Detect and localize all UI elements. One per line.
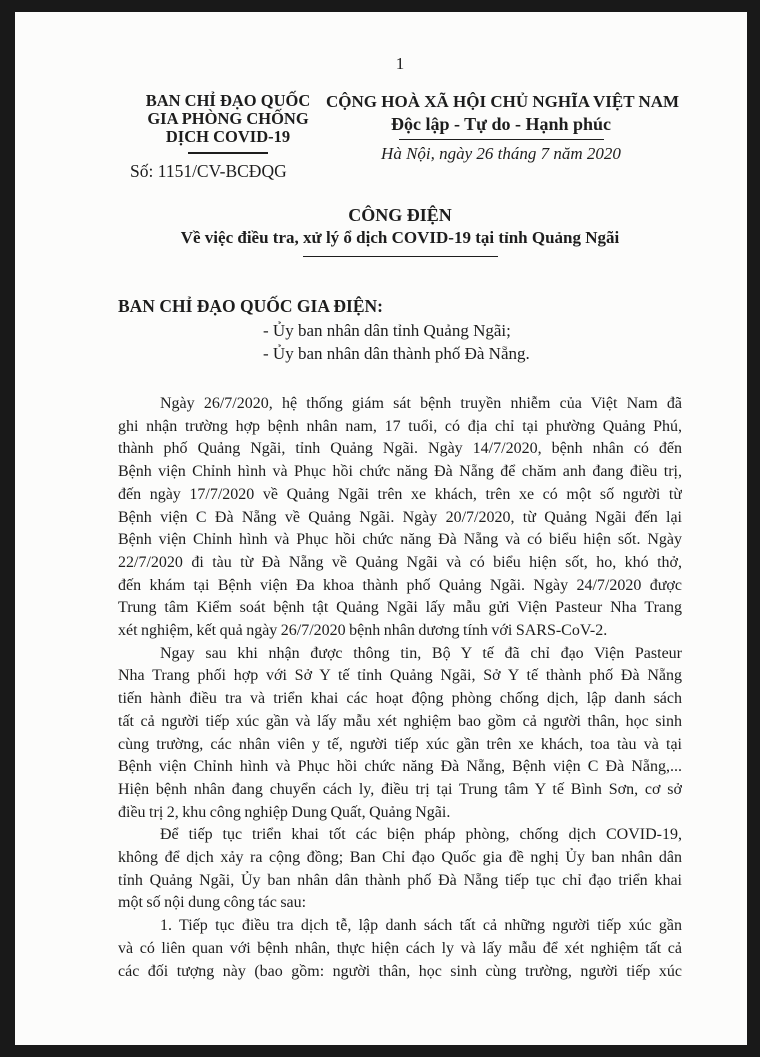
- body-text-line: Để tiếp tục triển khai tốt các biện pháp phòng, chống dịch COVID-19,: [160, 826, 682, 844]
- national-header-block: [326, 92, 680, 164]
- document-title-block: [118, 204, 682, 257]
- page-number: 1: [395, 54, 405, 73]
- body-text-line: ghi nhận trường hợp bệnh nhân nam, 17 tuổi, có địa chỉ tại phường Quảng Phú,: [118, 417, 682, 435]
- body-text-line: Ngày 26/7/2020, hệ thống giám sát bệnh truyền nhiễm của Việt Nam đã: [160, 395, 682, 412]
- recipients-heading: BAN CHỈ ĐẠO QUỐC GIA ĐIỆN:: [118, 296, 383, 316]
- document-number: Số: 1151/CV-BCĐQG: [130, 161, 287, 181]
- document-header: [118, 92, 682, 182]
- body-text-line: tất cả người tiếp xúc gần và lấy mẫu xét nghiệm bao gồm cả người thân, học sinh: [118, 712, 682, 730]
- header-divider-line: [188, 152, 268, 154]
- issuing-authority-block: [130, 92, 326, 182]
- title-divider-line: [303, 256, 498, 257]
- body-text-line: Bệnh viện Chỉnh hình và Phục hồi chức năng Đà Nẵng và có biểu hiện sốt. Ngày: [118, 531, 682, 549]
- document-subtitle: Về việc điều tra, xử lý ổ dịch COVID-19 tại tỉnh Quảng Ngãi: [180, 228, 620, 247]
- document-page: [15, 12, 747, 1045]
- body-text-line: các đối tượng này (bao gồm: người thân, học sinh cùng trường, người tiếp xúc: [118, 962, 682, 980]
- body-text-line: một số nội dung công tác sau:: [118, 894, 307, 912]
- body-text-line: Nha Trang phối hợp với Sở Y tế tỉnh Quảng Ngãi, Sở Y tế thành phố Đà Nẵng: [118, 667, 682, 685]
- document-title: CÔNG ĐIỆN: [348, 205, 452, 225]
- national-motto: Độc lập - Tự do - Hạnh phúc: [390, 114, 612, 134]
- body-text-line: 1. Tiếp tục điều tra dịch tễ, lập danh sách tất cả những người tiếp xúc gần: [160, 917, 682, 935]
- body-paragraphs: [118, 393, 682, 983]
- body-text-line: thành phố Quảng Ngãi, tỉnh Quảng Ngãi. Ngày 14/7/2020, bệnh nhân có đến: [118, 440, 682, 458]
- body-text-line: cùng trường, các nhân viên y tế, người tiếp xúc gần trên xe khách, toa tàu và tại: [118, 735, 682, 753]
- body-text-line: đến khám tại Bệnh viện Đa khoa thành phố Quảng Ngãi. Ngày 24/7/2020 được: [118, 576, 682, 594]
- paragraph-3: [118, 824, 682, 915]
- body-text-line: và có liên quan với bệnh nhân, thực hiện cách ly và lấy mẫu để xét nghiệm tất cả: [118, 939, 682, 957]
- motto-divider-line: [399, 139, 604, 140]
- recipient-item: - Ủy ban nhân dân thành phố Đà Nẵng.: [263, 344, 530, 363]
- body-text-line: điều trị 2, khu công nghiệp Dung Quất, Quảng Ngãi.: [118, 803, 451, 821]
- body-text-line: Hiện bệnh nhân đang chuyển cách ly, điều trị tại Trung tâm Y tế Bình Sơn, cơ sở: [118, 780, 682, 798]
- place-and-date: Hà Nội, ngày 26 tháng 7 năm 2020: [381, 144, 621, 163]
- body-text-line: Bệnh viện Chỉnh hình và Phục hồi chức năng Đà Nẵng, Bệnh viện C Đà Nẵng,...: [118, 758, 682, 776]
- body-text-line: Bệnh viện Chỉnh hình và Phục hồi chức năng Đà Nẵng để chăm anh đang điều trị,: [118, 463, 682, 481]
- body-text-line: xét nghiệm, kết quả ngày 26/7/2020 bệnh nhân dương tính với SARS-CoV-2.: [118, 622, 608, 640]
- document-body: [118, 295, 682, 983]
- body-text-line: tiến hành điều tra và triển khai các hoạt động phòng chống dịch, lập danh sách: [118, 690, 682, 708]
- country-name: CỘNG HOÀ XÃ HỘI CHỦ NGHĨA VIỆT NAM: [326, 92, 680, 111]
- paragraph-2: [118, 643, 682, 825]
- body-text-line: Ngay sau khi nhận được thông tin, Bộ Y tế đã chỉ đạo Viện Pasteur: [160, 644, 682, 662]
- body-text-line: 22/7/2020 đi tàu từ Đà Nẵng về Quảng Ngãi và có biểu hiện sốt, ho, khó thở,: [118, 553, 682, 571]
- recipient-item: - Ủy ban nhân dân tỉnh Quảng Ngãi;: [263, 321, 511, 340]
- body-text-line: đến ngày 17/7/2020 về Quảng Ngãi trên xe khách, trên xe có một số người từ: [118, 485, 682, 503]
- issuing-authority-name: [130, 92, 326, 146]
- paragraph-1: [118, 393, 682, 643]
- authority-name-line: DỊCH COVID-19: [165, 127, 291, 146]
- body-text-line: tỉnh Quảng Ngãi, Ủy ban nhân dân thành phố Đà Nẵng tiếp tục chỉ đạo triển khai: [118, 871, 682, 889]
- recipients-list: [263, 319, 682, 365]
- body-text-line: Bệnh viện C Đà Nẵng về Quảng Ngãi. Ngày 20/7/2020, từ Quảng Ngãi đến lại: [118, 508, 682, 526]
- body-text-line: Trung tâm Kiểm soát bệnh tật Quảng Ngãi lấy mẫu gửi Viện Pasteur Nha Trang: [118, 599, 682, 617]
- authority-name-line: BAN CHỈ ĐẠO QUỐC: [145, 91, 311, 110]
- paragraph-4-cut-off: [118, 915, 682, 983]
- authority-name-line: GIA PHÒNG CHỐNG: [147, 109, 309, 128]
- body-text-line: không để dịch xảy ra cộng đồng; Ban Chỉ đạo Quốc gia đề nghị Ủy ban nhân dân: [118, 849, 682, 867]
